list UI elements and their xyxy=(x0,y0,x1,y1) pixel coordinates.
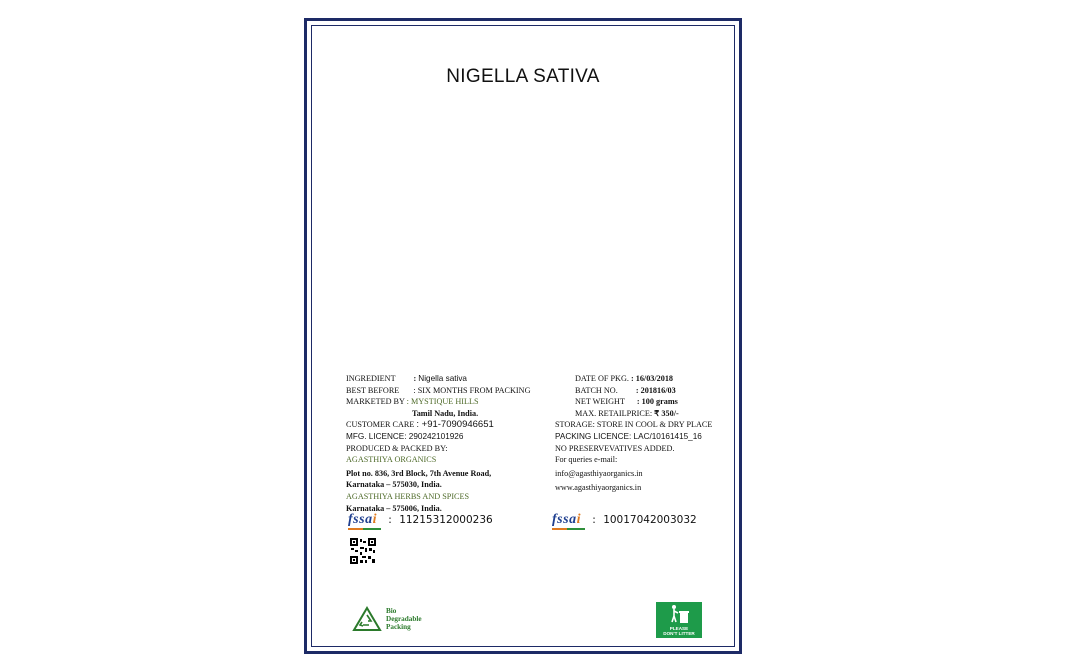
fssai-left: fssai : 11215312000236 xyxy=(348,512,493,527)
customer-care-row: CUSTOMER CARE : +91-7090946651 xyxy=(346,419,494,431)
address-line-1: Plot no. 836, 3rd Block, 7th Avenue Road, xyxy=(346,468,492,478)
mfg-licence: MFG. LICENCE: 290242101926 xyxy=(346,431,464,441)
queries-label: For queries e-mail: xyxy=(555,455,618,465)
website: www.agasthiyaorganics.in xyxy=(555,483,642,493)
fssai-right-number: 10017042003032 xyxy=(603,514,697,526)
bio-text: Bio Degradable Packing xyxy=(386,606,422,632)
qr-code-icon xyxy=(350,538,376,564)
best-before-row: BEST BEFORE : SIX MONTHS FROM PACKING xyxy=(346,385,531,395)
fssai-right: fssai : 10017042003032 xyxy=(552,512,697,527)
label-inner-border xyxy=(311,25,735,647)
trash-bin-icon xyxy=(666,604,692,626)
dont-litter-badge: PLEASE DON'T LITTER xyxy=(656,602,702,638)
batch-row: BATCH NO. : 201816/03 xyxy=(575,385,676,395)
mrp-row: MAX. RETAILPRICE: ₹ 350/- xyxy=(575,408,679,418)
right-info-column xyxy=(555,373,712,494)
ingredient-row: INGREDIENT : Nigella sativa xyxy=(346,374,467,383)
fssai-logo-icon: fssai xyxy=(348,512,377,527)
product-title: NIGELLA SATIVA xyxy=(446,66,600,87)
producer-name: AGASTHIYA ORGANICS xyxy=(346,455,437,465)
no-preservatives: NO PRESERVEVATIVES ADDED. xyxy=(555,443,675,453)
packing-licence: PACKING LICENCE: LAC/10161415_16 xyxy=(555,431,702,441)
storage: STORAGE: STORE IN COOL & DRY PLACE xyxy=(555,420,713,430)
marketed-by-row: MARKETED BY : MYSTIQUE HILLS xyxy=(346,397,479,407)
product-label xyxy=(304,18,742,654)
fssai-logo-icon: fssai xyxy=(552,512,581,527)
second-company: AGASTHIYA HERBS AND SPICES xyxy=(346,491,470,501)
recycle-icon xyxy=(352,606,382,632)
address-line-2: Karnataka – 575030, India. xyxy=(346,480,442,490)
marketed-location: Tamil Nadu, India. xyxy=(412,408,479,418)
email: info@agasthiyaorganics.in xyxy=(555,468,643,478)
second-location: Karnataka – 575006, India. xyxy=(346,503,442,513)
fssai-left-number: 11215312000236 xyxy=(399,514,493,526)
left-info-column xyxy=(346,373,530,514)
date-row: DATE OF PKG. : 16/03/2018 xyxy=(575,374,674,383)
produced-by: PRODUCED & PACKED BY: xyxy=(346,443,448,453)
net-weight-row: NET WEIGHT : 100 grams xyxy=(575,397,678,407)
bio-degradable-badge xyxy=(352,606,422,632)
